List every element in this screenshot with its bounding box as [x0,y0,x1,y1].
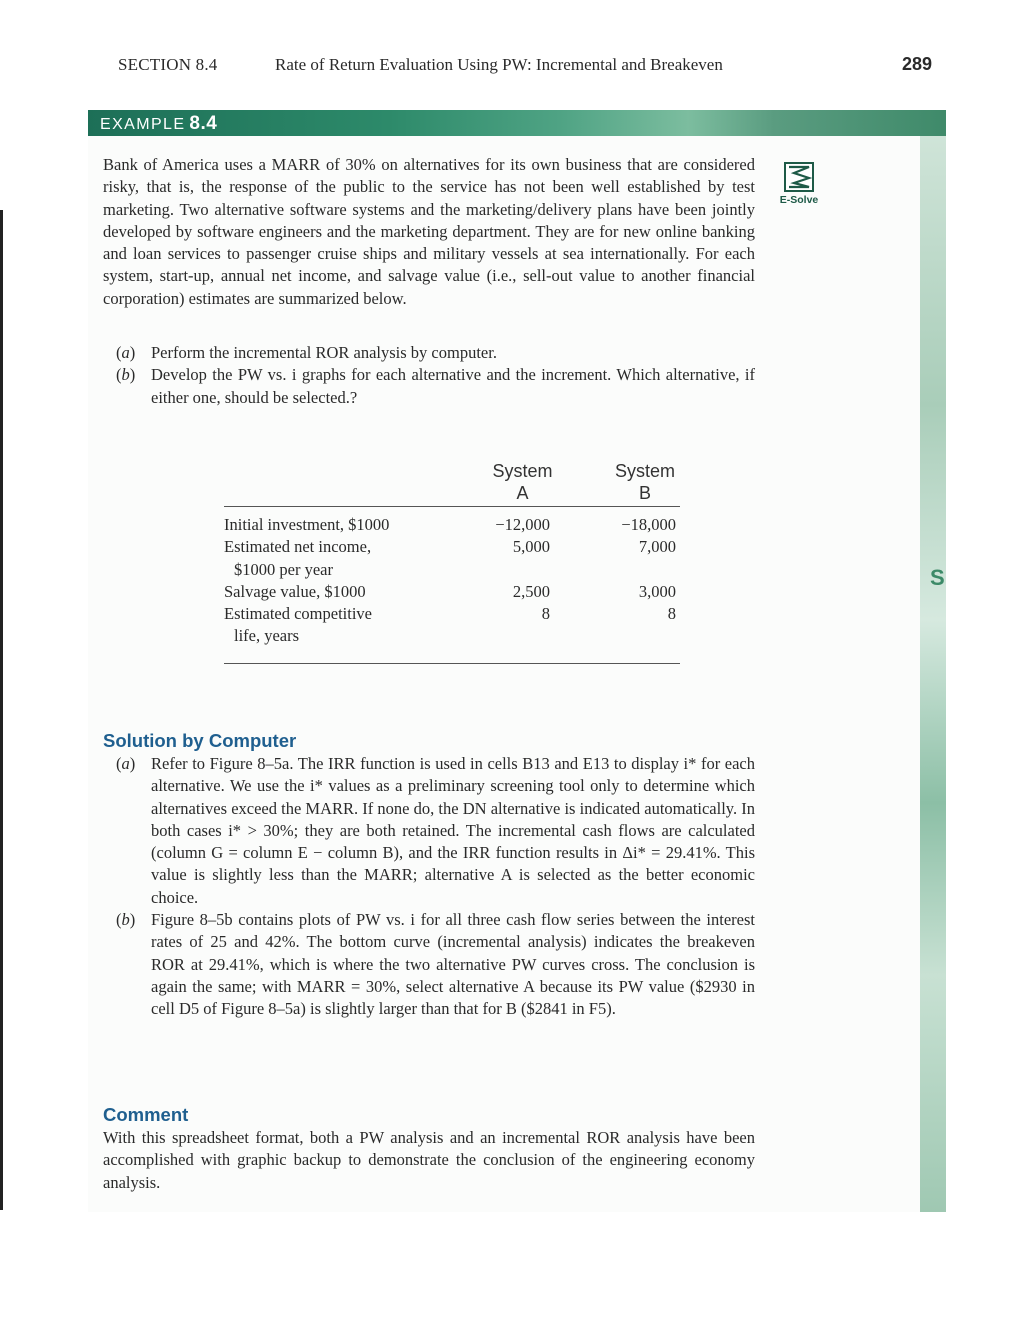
table-header-system-b-letter: B [638,483,651,503]
esolve-label: E-Solve [779,194,819,206]
task-item-text: Perform the incremental ROR analysis by computer. [151,343,497,362]
solution-item-text: Refer to Figure 8–5a. The IRR function is used in cells B13 and E13 to display i* for each alternative. We use the i* values as a preliminary screening tool only to determine which alternatives exceed the MARR. If none do, the DN alternative is indicated automatically. In both cases i* > 30%; they are both retained. The incremental cash flows are calculated (column G = column E − column B), and the IRR function results in Δi* = 29.41%. This value is slightly less than the MARR; alternative A is selected as the better economic choice. [151,754,755,907]
solution-list [103,753,755,1021]
example-intro-paragraph: Bank of America uses a MARR of 30% on alternatives for its own business that are considered risky, that is, the response of the public to the service has not been well established by test marketing. Two alternative software systems and the marketing/delivery plans have been jointly developed by software engineers and the marketing department. They are for new online banking and loan services to passenger cruise ships and military vessels at sea internationally. For each system, start-up, annual net income, and salvage value (i.e., sell-out value to another financial corporation) estimates are summarized below. [103,155,755,308]
solution-heading: Solution by Computer [103,730,297,751]
task-item-text: Develop the PW vs. i graphs for each alternative and the increment. Which alternative, if either one, should be selected.? [151,365,755,407]
table-cell-system-b: 3,000 [638,581,676,601]
solution-item-label: ( a ) [116,753,135,775]
comment-heading: Comment [103,1104,189,1125]
example-number: 8.4 [189,113,218,134]
table-cell-system-b: −18,000 [621,515,676,534]
task-list [103,342,755,409]
page-number: 289 [902,54,933,74]
table-row-label: Estimated net income, $1000 per year [224,537,372,579]
solution-item [103,753,755,909]
table-cell-system-b: 7,000 [638,537,676,557]
table-row [224,581,680,603]
table-bottom-rule [224,663,680,664]
page-edge-line [0,210,3,1210]
table-header-system-a-line1: System [492,461,553,481]
decorative-side-glyph: S [930,565,945,590]
table-row-label: Estimated competitive life, years [224,604,373,646]
esolve-icon [784,162,814,192]
solution-item [103,909,755,1020]
solution-item-label: ( b ) [116,909,135,931]
table-row-label: Initial investment, $1000 [224,515,390,534]
task-item [103,342,755,364]
table-header-system-a-letter: A [516,483,529,503]
table-cell-system-a: 8 [541,604,550,624]
table-header-system-b [590,460,700,482]
table-row [224,603,680,648]
table-top-rule [224,506,680,507]
comment-paragraph: With this spreadsheet format, both a PW analysis and an incremental ROR analysis have been accomplished with graphic backup to demonstrate the conclusion of the engineering economy analysis. [103,1128,755,1192]
example-label: EXAMPLE [100,116,186,133]
table-cell-system-a: 5,000 [512,537,550,557]
table-header-system-b-line1: System [614,461,675,481]
table-row [224,536,680,581]
task-item [103,364,755,409]
table-row [224,514,680,536]
table-row-label: Salvage value, $1000 [224,581,366,601]
table-header-system-a [455,460,590,482]
solution-item-text: Figure 8–5b contains plots of PW vs. i for all three cash flow series between the interest rates of 25 and 42%. The bottom curve (incremental analysis) indicates the breakeven ROR at 29.41%, which is where the two alternative PW curves cross. The conclusion is again the same; with MARR = 30%, select alternative A because its PW value ($2930 in cell D5 of Figure 8–5a) is slightly larger than that for B ($2841 in F5). [151,910,755,1019]
estimates-table [224,514,680,648]
task-item-label: ( b ) [116,364,135,386]
example-banner-label [100,113,217,135]
decorative-side-strip [920,136,946,1212]
running-header-section: SECTION 8.4 [118,55,218,74]
esolve-badge [774,162,824,206]
table-cell-system-a: −12,000 [495,515,550,534]
table-cell-system-a: 2,500 [512,581,550,601]
task-item-label: ( a ) [116,342,135,364]
running-header-title: Rate of Return Evaluation Using PW: Incremental and Breakeven [275,55,723,74]
table-cell-system-b: 8 [667,604,676,624]
